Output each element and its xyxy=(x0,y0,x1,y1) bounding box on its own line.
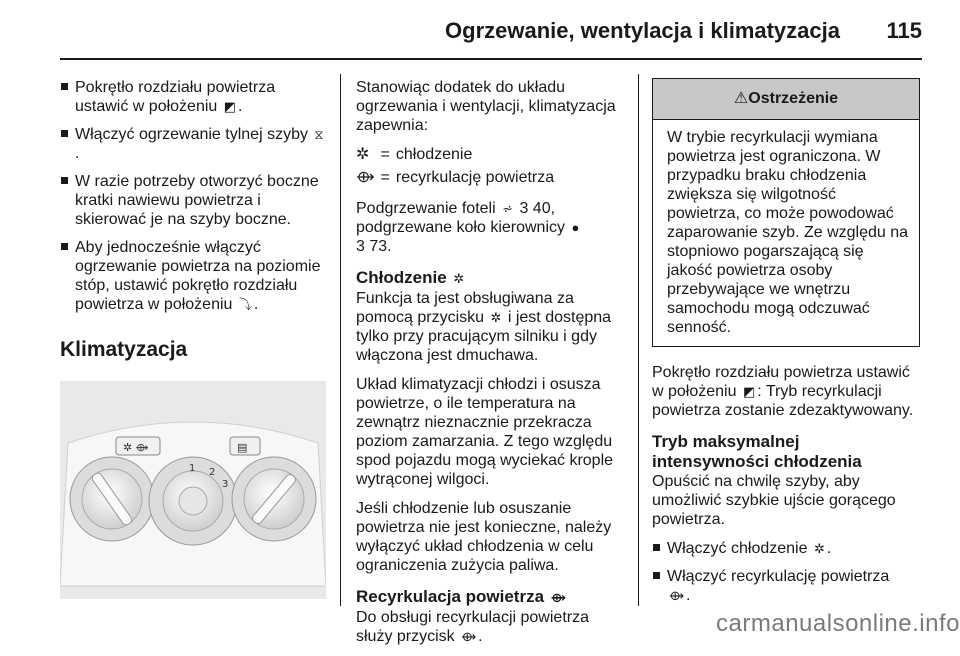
recirculation-icon: ⟴ xyxy=(669,588,685,603)
recirculation-icon: ⟴ xyxy=(356,169,375,186)
heated-wheel-icon: ● xyxy=(571,220,580,235)
symbol-definitions xyxy=(356,145,560,191)
section-heading: Klimatyzacja xyxy=(60,338,188,361)
recirculation-icon: ⟴ xyxy=(550,590,566,605)
column-left xyxy=(60,78,328,599)
list-item: Włączyć chłodzenie ✲ . xyxy=(652,539,920,558)
column-divider xyxy=(340,74,341,606)
svg-text:✲ ⟴: ✲ ⟴ xyxy=(123,441,149,454)
fan-knob xyxy=(70,457,154,541)
paragraph: Układ klimatyzacji chłodzi i osusza powietrze, o ile temperatura na zewnątrz nieznacznie przekracza poziom zamarzania. Z tego względu spod pojazdu mogą wyciekać krople wytrąconej wilgoci. xyxy=(356,376,614,488)
temperature-knob xyxy=(149,457,237,545)
list-item: Włączyć recyrkulację powietrza ⟴ . xyxy=(652,567,920,605)
air-distribution-knob xyxy=(232,457,316,541)
footwell-airflow-icon: ⤵ xyxy=(238,297,252,312)
climate-control-panel-image xyxy=(60,381,326,599)
snowflake-icon: ✲ xyxy=(490,310,502,325)
svg-text:2: 2 xyxy=(209,467,216,478)
bullet-list xyxy=(652,539,920,605)
list-item: Pokrętło rozdziału powietrza ustawić w położeniu ◩ . xyxy=(60,78,328,116)
paragraph: Pokrętło rozdziału powietrza ustawić w położeniu ◩ : Tryb recyrkulacji powietrza zostanie zdezaktywowany. xyxy=(652,364,914,419)
list-item: W razie potrzeby otworzyć boczne kratki nawiewu powietrza i skierować je na szyby boczne. xyxy=(60,172,328,229)
header-divider xyxy=(60,58,922,60)
warning-header: ⚠Ostrzeżenie xyxy=(653,79,919,120)
list-item: Włączyć ogrzewanie tylnej szyby ⧖. xyxy=(60,125,328,163)
svg-text:3: 3 xyxy=(222,479,229,490)
section-heading: Chłodzenie ✲ xyxy=(356,268,465,287)
warning-box xyxy=(652,78,920,347)
column-right xyxy=(652,78,920,614)
rear-defrost-icon: ⧖ xyxy=(314,127,324,142)
intro-paragraph: Stanowiąc dodatek do układu ogrzewania i wentylacji, klimatyzacja zapewnia: xyxy=(356,79,616,134)
svg-text:1: 1 xyxy=(189,463,196,474)
windshield-airflow-icon: ◩ xyxy=(223,99,237,114)
page-header xyxy=(0,0,960,60)
heated-features-paragraph: Podgrzewanie foteli ⩫ 3 40, podgrzewane koło kierownicy ● 3 73. xyxy=(356,200,580,255)
snowflake-icon: ✲ xyxy=(356,146,370,163)
warning-text: W trybie recyrkulacji wymiana powietrza jest ograniczona. W przypadku braku chłodzenia zwiększa się wilgotność powietrza, co może powodować zaparowanie szyb. Ze względu na stopniowo pogarszającą się jakość powietrza osoby przebywające we wnętrzu samochodu mogą odczuwać senność. xyxy=(667,129,909,336)
definition-row: ✲ = chłodzenie xyxy=(356,145,560,168)
watermark: carmanualsonline.info xyxy=(716,610,960,637)
paragraph: Opuścić na chwilę szyby, aby umożliwić szybkie ujście gorącego powietrza. xyxy=(652,473,896,528)
snowflake-icon: ✲ xyxy=(813,541,825,556)
column-divider xyxy=(638,74,639,606)
bullet-list xyxy=(60,78,328,314)
paragraph: Do obsługi recyrkulacji powietrza służy przycisk ⟴ . xyxy=(356,609,589,645)
page-number: 115 xyxy=(886,18,922,43)
paragraph: Funkcja ta jest obsługiwana za pomocą przycisku ✲ i jest dostępna tylko przy pracującym silniku i gdy włączona jest dmuchawa. xyxy=(356,290,612,364)
svg-text:▤: ▤ xyxy=(237,441,248,454)
climate-panel-illustration xyxy=(60,381,326,599)
windshield-airflow-icon: ◩ xyxy=(742,384,756,399)
list-item: Aby jednocześnie włączyć ogrzewanie powietrza na poziomie stóp, ustawić pokrętło rozdziału powietrza w położeniu ⤵ . xyxy=(60,238,328,314)
seat-heating-icon: ⩫ xyxy=(502,201,513,216)
definition-row: ⟴ = recyrkulację powietrza xyxy=(356,168,560,191)
warning-triangle-icon: ⚠ xyxy=(733,90,749,107)
section-heading: Recyrkulacja powietrza ⟴ xyxy=(356,587,566,606)
page-title: Ogrzewanie, wentylacja i klimatyzacja xyxy=(445,18,840,43)
section-heading: Tryb maksymalnej intensywności chłodzenia xyxy=(652,432,862,471)
snowflake-icon: ✲ xyxy=(453,271,465,286)
recirculation-icon: ⟴ xyxy=(461,629,477,644)
column-middle xyxy=(356,78,626,656)
paragraph: Jeśli chłodzenie lub osuszanie powietrza nie jest konieczne, należy wyłączyć układ chłodzenia w celu ograniczenia zużycia paliwa. xyxy=(356,500,612,574)
